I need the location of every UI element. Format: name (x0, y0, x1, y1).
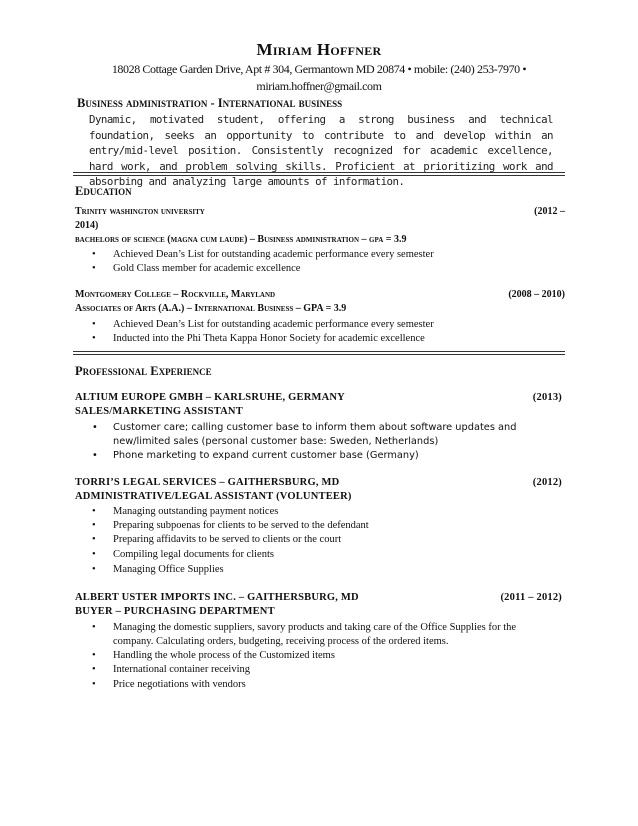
list-item-text: International container receiving (113, 664, 251, 675)
list-item-text: Phone marketing to expand current customer base (Germany) (113, 450, 419, 461)
job-company (75, 477, 562, 488)
list-item (92, 318, 557, 332)
list-item (92, 332, 557, 346)
job-dates: (2013) (532, 392, 562, 403)
list-item (92, 449, 557, 463)
list-item (92, 248, 557, 262)
objective-title: Business administration - International business (77, 96, 343, 110)
list-item-text: Customer care; calling customer base to inform them about software updates and new/limited sales (personal customer base: Sweden, Netherlands) (113, 422, 517, 447)
job-dates: (2012) (532, 477, 562, 488)
list-item-text: Managing outstanding payment notices (113, 506, 279, 517)
bullet-icon: • (92, 450, 98, 461)
school-dates: (2012 – (534, 206, 565, 217)
list-item (92, 621, 554, 649)
list-item-text: Achieved Dean’s List for outstanding academic performance every semester (113, 249, 434, 260)
degree-line: Associates of Arts (A.A.) – International Business – GPA = 3.9 (75, 303, 347, 314)
list-item (92, 262, 557, 276)
bullet-icon: • (92, 506, 96, 517)
bullet-icon: • (92, 263, 96, 274)
school-dates-continued: 2014) (75, 220, 99, 231)
school-name (75, 289, 565, 300)
bullet-icon: • (92, 534, 96, 545)
list-item-text: Managing Office Supplies (113, 564, 224, 575)
bullet-icon: • (92, 664, 96, 675)
list-item (92, 563, 557, 577)
candidate-name: Miriam Hoffner (256, 40, 382, 59)
list-item (92, 421, 547, 449)
bullet-icon: • (92, 679, 96, 690)
list-item (92, 519, 557, 533)
section-divider (73, 172, 565, 176)
list-item (92, 505, 557, 519)
list-item-text: Preparing affidavits to be served to clients or the court (113, 534, 342, 545)
job-company-text: ALBERT USTER IMPORTS INC. – GAITHERSBURG, MD (75, 592, 359, 603)
bullet-icon: • (92, 564, 96, 575)
contact-email: miriam.hoffner@gmail.com (256, 79, 382, 93)
list-item-text: Managing the domestic suppliers, savory products and taking care of the Office Supplies for the company. Calculating orders, budgeting, receiving process of the ordered items. (113, 622, 517, 647)
list-item (92, 548, 557, 562)
bullet-icon: • (92, 422, 98, 433)
list-item-text: Achieved Dean’s List for outstanding academic performance every semester (113, 319, 434, 330)
bullet-icon: • (92, 319, 96, 330)
list-item (92, 678, 557, 692)
bullet-icon: • (92, 622, 96, 633)
experience-title: Professional Experience (75, 364, 212, 378)
job-company-text: TORRI’S LEGAL SERVICES – GAITHERSBURG, MD (75, 477, 340, 488)
list-item-text: Inducted into the Phi Theta Kappa Honor Society for academic excellence (113, 333, 425, 344)
list-item (92, 663, 557, 677)
objective-summary: Dynamic, motivated student, offering a strong business and technical foundation, seeks an opportunity to contribute to and develop within an entry/mid-level position. Consistently recognized for academic excellence, hard work, and problem solving skills. Proficient at prioritizing work and absorbing and analyzing large amounts of information. (89, 113, 553, 188)
list-item-text: Gold Class member for academic excellence (113, 263, 301, 274)
list-item-text: Compiling legal documents for clients (113, 549, 274, 560)
job-company (75, 392, 562, 403)
school-name-text: Montgomery College – Rockville, Maryland (75, 289, 276, 300)
job-dates: (2011 – 2012) (500, 592, 562, 603)
list-item-text: Price negotiations with vendors (113, 679, 246, 690)
job-role: ADMINISTRATIVE/LEGAL ASSISTANT (VOLUNTEER) (75, 491, 352, 502)
school-dates: (2008 – 2010) (508, 289, 565, 300)
bullet-icon: • (92, 549, 96, 560)
job-role: SALES/MARKETING ASSISTANT (75, 406, 243, 417)
bullet-icon: • (92, 520, 96, 531)
contact-address-phone: 18028 Cottage Garden Drive, Apt # 304, Germantown MD 20874 • mobile: (240) 253-7970 • (111, 62, 527, 76)
bullet-icon: • (92, 650, 96, 661)
bullet-icon: • (92, 249, 96, 260)
job-company (75, 592, 562, 603)
job-role: BUYER – PURCHASING DEPARTMENT (75, 606, 275, 617)
job-company-text: ALTIUM EUROPE GMBH – KARLSRUHE, GERMANY (75, 392, 345, 403)
school-name (75, 206, 565, 217)
list-item (92, 533, 557, 547)
degree-line: bachelors of science (magna cum laude) – Business administration – gpa = 3.9 (75, 234, 407, 245)
education-title: Education (75, 184, 132, 198)
list-item-text: Handling the whole process of the Customized items (113, 650, 335, 661)
section-divider (73, 351, 565, 355)
list-item (92, 649, 557, 663)
bullet-icon: • (92, 333, 96, 344)
list-item-text: Preparing subpoenas for clients to be served to the defendant (113, 520, 369, 531)
school-name-text: Trinity washington university (75, 206, 205, 217)
